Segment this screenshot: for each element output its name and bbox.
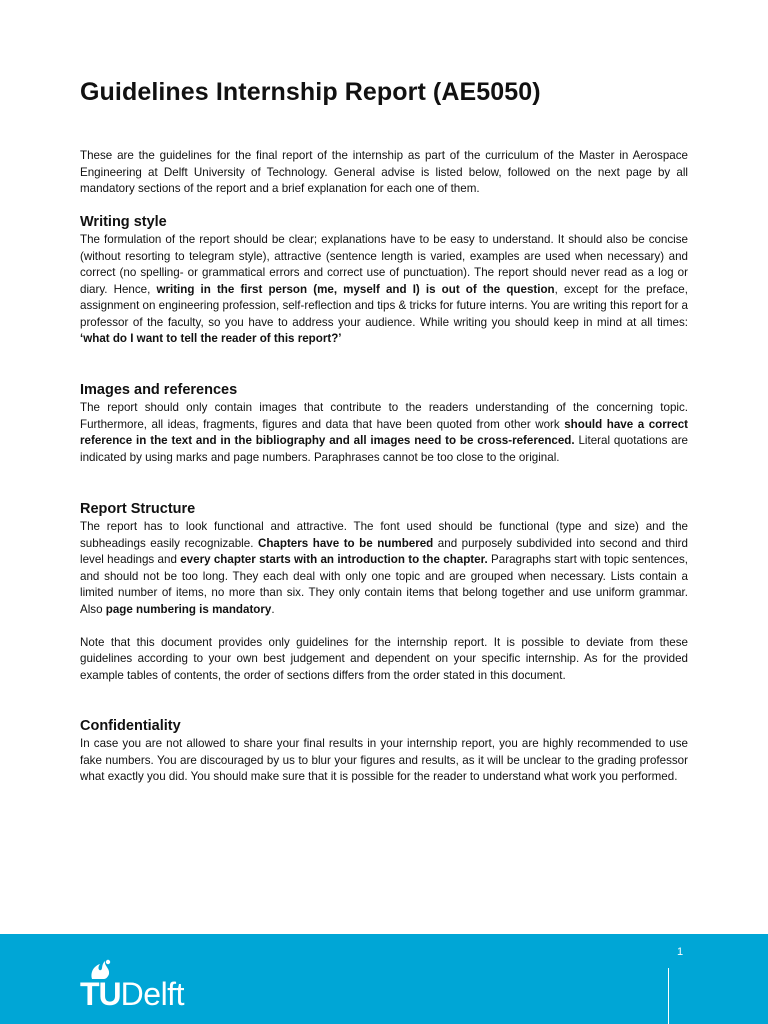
logo-wordmark [80, 976, 184, 1012]
text-run-bold: writing in the first person (me, myself and I) is out of the question [156, 282, 555, 296]
text-run: Paragraphs start with topic sentences, and should not be too long. They each deal with only one topic and are grouped when necessary. Lists contain a limited number of items, no more than six. They only contain items that belong together and use uniform grammar. Also [80, 553, 689, 616]
text-run-bold: Chapters have to be numbered [257, 536, 434, 550]
text-run: The report should only contain images that contribute to the readers understanding of the concerning topic. Furthermore, all ideas, fragments, figures and data that have been quoted from other work [80, 401, 688, 431]
logo-tu: TU [80, 976, 121, 1012]
section-images-references [80, 381, 688, 466]
section-paragraph: Note that this document provides only guidelines for the internship report. It is possible to deviate from these guidelines according to your own best judgement and dependent on your specific internship. As for the provided example tables of contents, the order of sections differs from the order stated in this document. [80, 635, 688, 682]
section-paragraph: In case you are not allowed to share your final results in your internship report, you are highly recommended to use fake numbers. You are discouraged by us to blur your figures and results, as it will be unclear to the grading professor what exactly you did. You should make sure that it is possible for the reader to understand what work you performed. [80, 737, 688, 783]
section-paragraph [80, 400, 688, 466]
section-report-structure [80, 500, 688, 684]
intro-paragraph: These are the guidelines for the final report of the internship as part of the curriculum of the Master in Aerospace Engineering at Delft University of Technology. General advise is listed below, followed on the next page by all mandatory sections of the report and a brief explanation for each one of them. [80, 149, 688, 195]
section-paragraph [80, 232, 688, 348]
text-run-bold: every chapter starts with an introduction to the chapter. [180, 553, 488, 566]
text-run-bold: ‘what do I want to tell the reader of this report?’ [80, 332, 342, 345]
section-confidentiality [80, 717, 688, 786]
page-footer [0, 934, 768, 1024]
section-heading-images-references: Images and references [80, 382, 238, 398]
text-run: The report has to look functional and attractive. The font used should be functional (type and size) and the subheadings easily recognizable. [80, 520, 688, 550]
logo-delft: Delft [120, 976, 184, 1012]
page-number-divider [668, 968, 669, 1024]
section-paragraph [80, 519, 688, 618]
text-run-bold: page numbering is mandatory [105, 602, 272, 616]
section-heading-report-structure: Report Structure [80, 501, 196, 517]
section-writing-style [80, 213, 688, 348]
page-number: 1 [677, 946, 684, 958]
text-run: , except for the preface, assignment on engineering profession, self-reflection and tips & tricks for future interns. You are writing this report for a professor of the faculty, so you have to address your audience. While writing you should keep in mind at all times: [80, 282, 688, 329]
section-heading-confidentiality: Confidentiality [80, 718, 181, 734]
text-run: The formulation of the report should be clear; explanations have to be easy to understand. It should also be concise (without resorting to telegram style), attractive (sentence length is varied, examples are used when necessary) and correct (no spelling- or grammatical errors and correct use of punctuation). The report should never read as a log or diary. Hence, [80, 233, 688, 296]
page-title: Guidelines Internship Report (AE5050) [80, 78, 541, 106]
text-run-bold: should have a correct reference in the text and in the bibliography and all images need to be cross-referenced. [80, 417, 688, 447]
text-run: Literal quotations are indicated by using marks and page numbers. Paraphrases cannot be too close to the original. [80, 434, 689, 464]
tudelft-logo [80, 964, 230, 1014]
text-run: and purposely subdivided into second and third level headings and [80, 536, 688, 566]
text-run: . [271, 602, 275, 616]
section-heading-writing-style: Writing style [80, 214, 167, 230]
